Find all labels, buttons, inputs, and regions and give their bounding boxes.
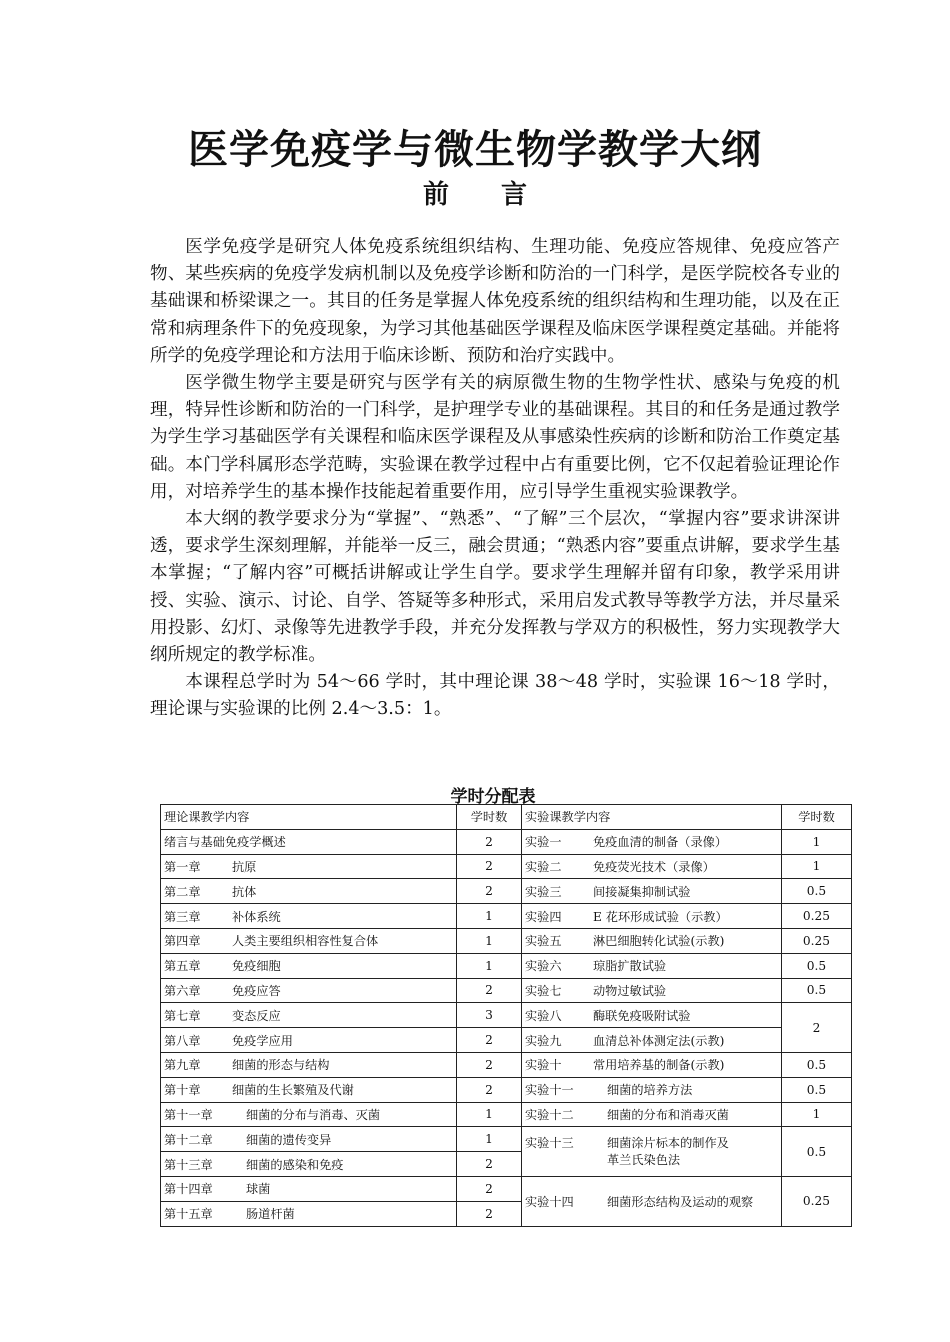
- lab-item: [522, 1102, 782, 1127]
- table-row: [161, 953, 852, 978]
- theory-name: 补体系统: [232, 909, 281, 924]
- theory-name: 免疫细胞: [232, 959, 281, 974]
- theory-hours: 3: [457, 1003, 522, 1028]
- theory-item: [161, 1028, 457, 1053]
- lab-item: [522, 953, 782, 978]
- section-heading-char-1: 前: [422, 180, 449, 210]
- lab-hours: 0.5: [782, 1127, 852, 1177]
- lab-name: 间接凝集抑制试验: [593, 884, 691, 899]
- theory-name: 免疫应答: [232, 983, 281, 998]
- hours-allocation-table: [160, 804, 852, 1227]
- table-row: [161, 854, 852, 879]
- theory-chapter: 第十三章: [164, 1157, 213, 1172]
- lab-label: 实验八: [525, 1008, 562, 1023]
- theory-item: [161, 1102, 457, 1127]
- lab-hours: 0.5: [782, 1077, 852, 1102]
- theory-item: [161, 879, 457, 904]
- lab-name: 细菌涂片标本的制作及: [607, 1135, 729, 1150]
- table-row: [161, 978, 852, 1003]
- header-theory-content: 理论课教学内容: [161, 805, 457, 830]
- table-title: 学时分配表: [450, 787, 536, 807]
- lab-hours: 0.5: [782, 978, 852, 1003]
- table-row: [161, 1102, 852, 1127]
- theory-item: [161, 829, 457, 854]
- theory-item: [161, 1077, 457, 1102]
- lab-hours: 0.5: [782, 1052, 852, 1077]
- paragraph-hours: 本课程总学时为 54～66 学时，其中理论课 38～48 学时，实验课 16～18 学时，理论课与实验课的比例 2.4～3.5：1。: [150, 672, 840, 720]
- lab-hours: 1: [782, 829, 852, 854]
- theory-name: 细菌的分布与消毒、灭菌: [246, 1107, 381, 1122]
- header-lab-hours: 学时数: [782, 805, 852, 830]
- lab-label: 实验五: [525, 934, 562, 949]
- preface-body: [150, 234, 840, 724]
- theory-name: 人类主要组织相容性复合体: [232, 934, 379, 949]
- theory-name: 抗体: [232, 884, 257, 899]
- lab-label: 实验二: [525, 859, 562, 874]
- paragraph-microbiology: 医学微生物学主要是研究与医学有关的病原微生物的生物学性状、感染与免疫的机理，特异性诊断和防治的一门科学，是护理学专业的基础课程。其目的和任务是通过教学为学生学习基础医学有关课程和临床医学课程及从事感染性疾病的诊断和防治工作奠定基础。本门学科属形态学范畴，实验课在教学过程中占有重要比例，它不仅起着验证理论作用，对培养学生的基本操作技能起着重要作用，应引导学生重视实验课教学。: [150, 373, 840, 502]
- lab-label: 实验十一: [525, 1083, 574, 1098]
- lab-name: 琼脂扩散试验: [593, 959, 667, 974]
- theory-name: 球菌: [246, 1182, 271, 1197]
- lab-hours: 0.5: [782, 879, 852, 904]
- lab-label: 实验一: [525, 835, 562, 850]
- table-row: [161, 1176, 852, 1201]
- theory-chapter: 第九章: [164, 1058, 201, 1073]
- table-row: [161, 1003, 852, 1028]
- theory-hours: 1: [457, 1127, 522, 1152]
- lab-item: [522, 1028, 782, 1053]
- lab-item: [522, 829, 782, 854]
- lab-item: [522, 1077, 782, 1102]
- theory-hours: 2: [457, 854, 522, 879]
- lab-hours: 1: [782, 854, 852, 879]
- table-row: [161, 1028, 852, 1053]
- theory-item: [161, 904, 457, 929]
- theory-name: 抗原: [232, 859, 257, 874]
- theory-hours: 2: [457, 879, 522, 904]
- lab-name: 细菌的分布和消毒灭菌: [607, 1107, 729, 1122]
- lab-label: 实验十四: [525, 1194, 574, 1209]
- theory-chapter: 第十一章: [164, 1107, 213, 1122]
- theory-item: [161, 928, 457, 953]
- theory-item: [161, 1176, 457, 1201]
- table-row: [161, 1052, 852, 1077]
- lab-item: [522, 1052, 782, 1077]
- theory-name: 细菌的遗传变异: [246, 1132, 332, 1147]
- lab-name: 常用培养基的制备(示教): [593, 1058, 725, 1073]
- lab-item: [522, 1003, 782, 1028]
- theory-chapter: 第三章: [164, 909, 201, 924]
- theory-chapter: 第十章: [164, 1083, 201, 1098]
- lab-name: 免疫血清的制备（录像）: [593, 835, 728, 850]
- lab-label: 实验十: [525, 1058, 562, 1073]
- theory-name: 细菌的形态与结构: [232, 1058, 330, 1073]
- theory-hours: 1: [457, 1102, 522, 1127]
- theory-hours: 2: [457, 829, 522, 854]
- theory-hours: 2: [457, 1176, 522, 1201]
- theory-chapter: 第一章: [164, 859, 201, 874]
- table-row: [161, 904, 852, 929]
- paragraph-requirements: 本大纲的教学要求分为“掌握”、“熟悉”、“了解”三个层次，“掌握内容”要求讲深讲透，要求学生深刻理解，并能举一反三，融会贯通；“熟悉内容”要重点讲解，要求学生基本掌握；“了解内容”可概括讲解或让学生自学。要求学生理解并留有印象，教学采用讲授、实验、演示、讨论、自学、答疑等多种形式，采用启发式教导等教学方法，并尽量采用投影、幻灯、录像等先进教学手段，并充分发挥教与学双方的积极性，努力实现教学大纲所规定的教学标准。: [150, 509, 840, 666]
- theory-hours: 1: [457, 904, 522, 929]
- lab-label: 实验三: [525, 884, 562, 899]
- theory-name: 免疫学应用: [232, 1033, 293, 1048]
- theory-item: [161, 1127, 457, 1152]
- theory-name: 细菌的生长繁殖及代谢: [232, 1083, 354, 1098]
- lab-hours: 0.25: [782, 904, 852, 929]
- lab-name: 免疫荧光技术（录像）: [593, 859, 715, 874]
- lab-hours: 0.5: [782, 953, 852, 978]
- lab-label: 实验六: [525, 959, 562, 974]
- lab-hours: 0.25: [782, 928, 852, 953]
- theory-chapter: 第十二章: [164, 1132, 213, 1147]
- section-heading: [0, 174, 950, 211]
- paragraph-immunology: 医学免疫学是研究人体免疫系统组织结构、生理功能、免疫应答规律、免疫应答产物、某些疾病的免疫学发病机制以及免疫学诊断和防治的一门科学，是医学院校各专业的基础课和桥梁课之一。其目的任务是掌握人体免疫系统的组织结构和生理功能，以及在正常和病理条件下的免疫现象，为学习其他基础医学课程及临床医学课程奠定基础。并能将所学的免疫学理论和方法用于临床诊断、预防和治疗实践中。: [150, 237, 840, 366]
- lab-label: 实验十三: [525, 1135, 574, 1150]
- theory-name: 肠道杆菌: [246, 1207, 295, 1222]
- theory-chapter: 第十五章: [164, 1207, 213, 1222]
- theory-item: [161, 1003, 457, 1028]
- theory-item: [161, 854, 457, 879]
- lab-name: 酶联免疫吸附试验: [593, 1008, 691, 1023]
- theory-chapter: 绪言与基础免疫学概述: [164, 835, 286, 850]
- table-row: [161, 1077, 852, 1102]
- table-row: [161, 1127, 852, 1152]
- theory-chapter: 第五章: [164, 959, 201, 974]
- table-row: [161, 879, 852, 904]
- theory-hours: 2: [457, 1201, 522, 1226]
- lab-item: [522, 1127, 782, 1177]
- lab-hours: 0.25: [782, 1176, 852, 1226]
- theory-hours: 2: [457, 1152, 522, 1177]
- theory-item: [161, 1152, 457, 1177]
- lab-hours: 1: [782, 1102, 852, 1127]
- section-heading-char-2: 言: [501, 180, 528, 210]
- theory-chapter: 第六章: [164, 983, 201, 998]
- theory-name: 细菌的感染和免疫: [246, 1157, 344, 1172]
- theory-hours: 1: [457, 928, 522, 953]
- lab-label: 实验九: [525, 1033, 562, 1048]
- theory-item: [161, 953, 457, 978]
- lab-hours: 2: [782, 1003, 852, 1053]
- document-title: 医学免疫学与微生物学教学大纲: [188, 126, 762, 173]
- table-header-row: [161, 805, 852, 830]
- theory-hours: 1: [457, 953, 522, 978]
- lab-name-line-2: 革兰氏染色法: [607, 1152, 681, 1167]
- theory-item: [161, 1052, 457, 1077]
- lab-item: [522, 928, 782, 953]
- lab-name: 淋巴细胞转化试验(示教): [593, 934, 725, 949]
- theory-chapter: 第八章: [164, 1033, 201, 1048]
- theory-item: [161, 978, 457, 1003]
- lab-label: 实验四: [525, 909, 562, 924]
- table-row: [161, 928, 852, 953]
- theory-hours: 2: [457, 1052, 522, 1077]
- theory-hours: 2: [457, 1077, 522, 1102]
- theory-hours: 2: [457, 1028, 522, 1053]
- theory-chapter: 第四章: [164, 934, 201, 949]
- theory-hours: 2: [457, 978, 522, 1003]
- theory-chapter: 第十四章: [164, 1182, 213, 1197]
- lab-name: E 花环形成试验（示教）: [593, 909, 728, 924]
- lab-item: [522, 879, 782, 904]
- header-lab-content: 实验课教学内容: [522, 805, 782, 830]
- lab-item: [522, 1176, 782, 1226]
- lab-item: [522, 978, 782, 1003]
- theory-chapter: 第七章: [164, 1008, 201, 1023]
- theory-item: [161, 1201, 457, 1226]
- lab-label: 实验七: [525, 983, 562, 998]
- lab-name: 动物过敏试验: [593, 983, 667, 998]
- table-row: [161, 829, 852, 854]
- header-theory-hours: 学时数: [457, 805, 522, 830]
- lab-name: 血清总补体测定法(示教): [593, 1033, 725, 1048]
- lab-item: [522, 904, 782, 929]
- lab-name: 细菌的培养方法: [607, 1083, 693, 1098]
- lab-item: [522, 854, 782, 879]
- theory-chapter: 第二章: [164, 884, 201, 899]
- lab-name: 细菌形态结构及运动的观察: [607, 1194, 754, 1209]
- lab-label: 实验十二: [525, 1107, 574, 1122]
- theory-name: 变态反应: [232, 1008, 281, 1023]
